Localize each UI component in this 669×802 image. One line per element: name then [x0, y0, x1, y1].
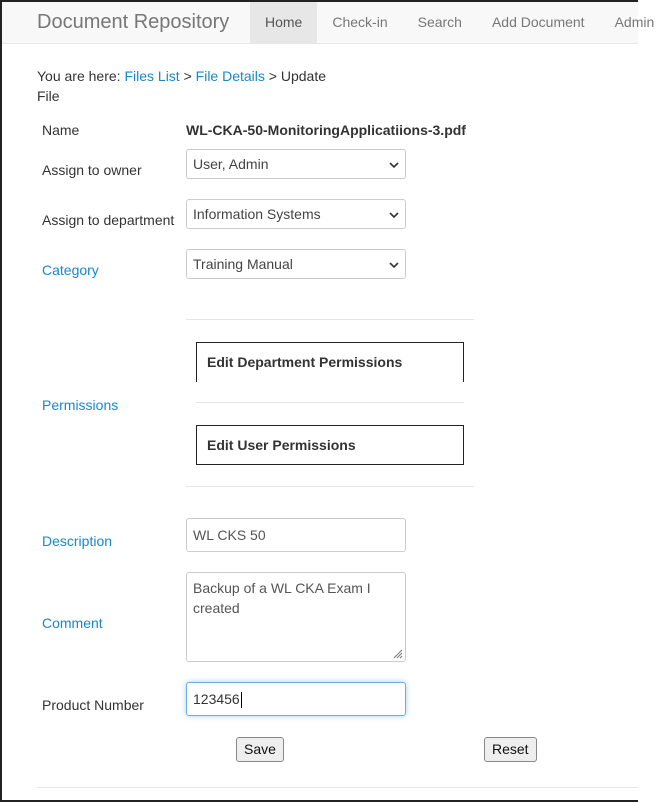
save-button[interactable]: Save: [236, 737, 284, 762]
navbar: [0, 0, 655, 44]
nav-search[interactable]: Search: [417, 14, 462, 30]
owner-label: Assign to owner: [42, 162, 142, 178]
department-select[interactable]: [186, 199, 406, 229]
product-number-input[interactable]: [186, 682, 406, 716]
comment-textarea[interactable]: [186, 572, 406, 662]
chevron-down-icon: [389, 211, 399, 219]
category-select-value: Training Manual: [193, 256, 293, 272]
permissions-link[interactable]: Permissions: [42, 397, 119, 413]
resize-grip-icon[interactable]: [391, 647, 403, 659]
edit-department-permissions-button[interactable]: Edit Department Permissions: [196, 342, 464, 382]
divider: [186, 319, 474, 320]
breadcrumb-separator: >: [183, 68, 192, 84]
brand[interactable]: Document Repository: [37, 11, 230, 33]
name-label: Name: [42, 122, 80, 138]
chevron-down-icon: [389, 261, 399, 269]
breadcrumb-files-list[interactable]: Files List: [124, 68, 180, 84]
file-name-value: WL-CKA-50-MonitoringApplicatiions-3.pdf: [186, 122, 466, 138]
owner-select[interactable]: [186, 149, 406, 179]
category-link[interactable]: Category: [42, 262, 99, 278]
reset-button[interactable]: Reset: [484, 737, 537, 762]
comment-text: Backup of a WL CKA Exam I created: [193, 580, 371, 616]
department-label: Assign to department: [42, 212, 175, 228]
owner-select-value: User, Admin: [193, 156, 269, 172]
comment-link[interactable]: Comment: [42, 615, 103, 631]
chevron-down-icon: [389, 161, 399, 169]
product-number-label: Product Number: [42, 697, 144, 713]
description-input[interactable]: WL CKS 50: [186, 518, 406, 552]
department-select-value: Information Systems: [193, 206, 321, 222]
divider: [196, 402, 464, 403]
edit-user-permissions-button[interactable]: Edit User Permissions: [196, 425, 464, 465]
nav-menu: [250, 0, 669, 44]
nav-admin[interactable]: Admin: [614, 14, 655, 30]
breadcrumb-current: Update File: [37, 68, 327, 104]
nav-check-in[interactable]: Check-in: [332, 14, 388, 30]
breadcrumb-file-details[interactable]: File Details: [195, 68, 265, 84]
text-cursor: [241, 692, 242, 708]
breadcrumb: [37, 66, 347, 106]
footer-divider: [37, 787, 638, 788]
nav-home[interactable]: Home: [250, 0, 317, 44]
description-link[interactable]: Description: [42, 533, 113, 549]
product-number-value: 123456: [193, 691, 240, 707]
category-select[interactable]: [186, 249, 406, 279]
divider: [186, 486, 474, 487]
nav-add-document[interactable]: Add Document: [491, 14, 585, 30]
breadcrumb-prefix: You are here:: [37, 68, 121, 84]
breadcrumb-separator: >: [268, 68, 277, 84]
